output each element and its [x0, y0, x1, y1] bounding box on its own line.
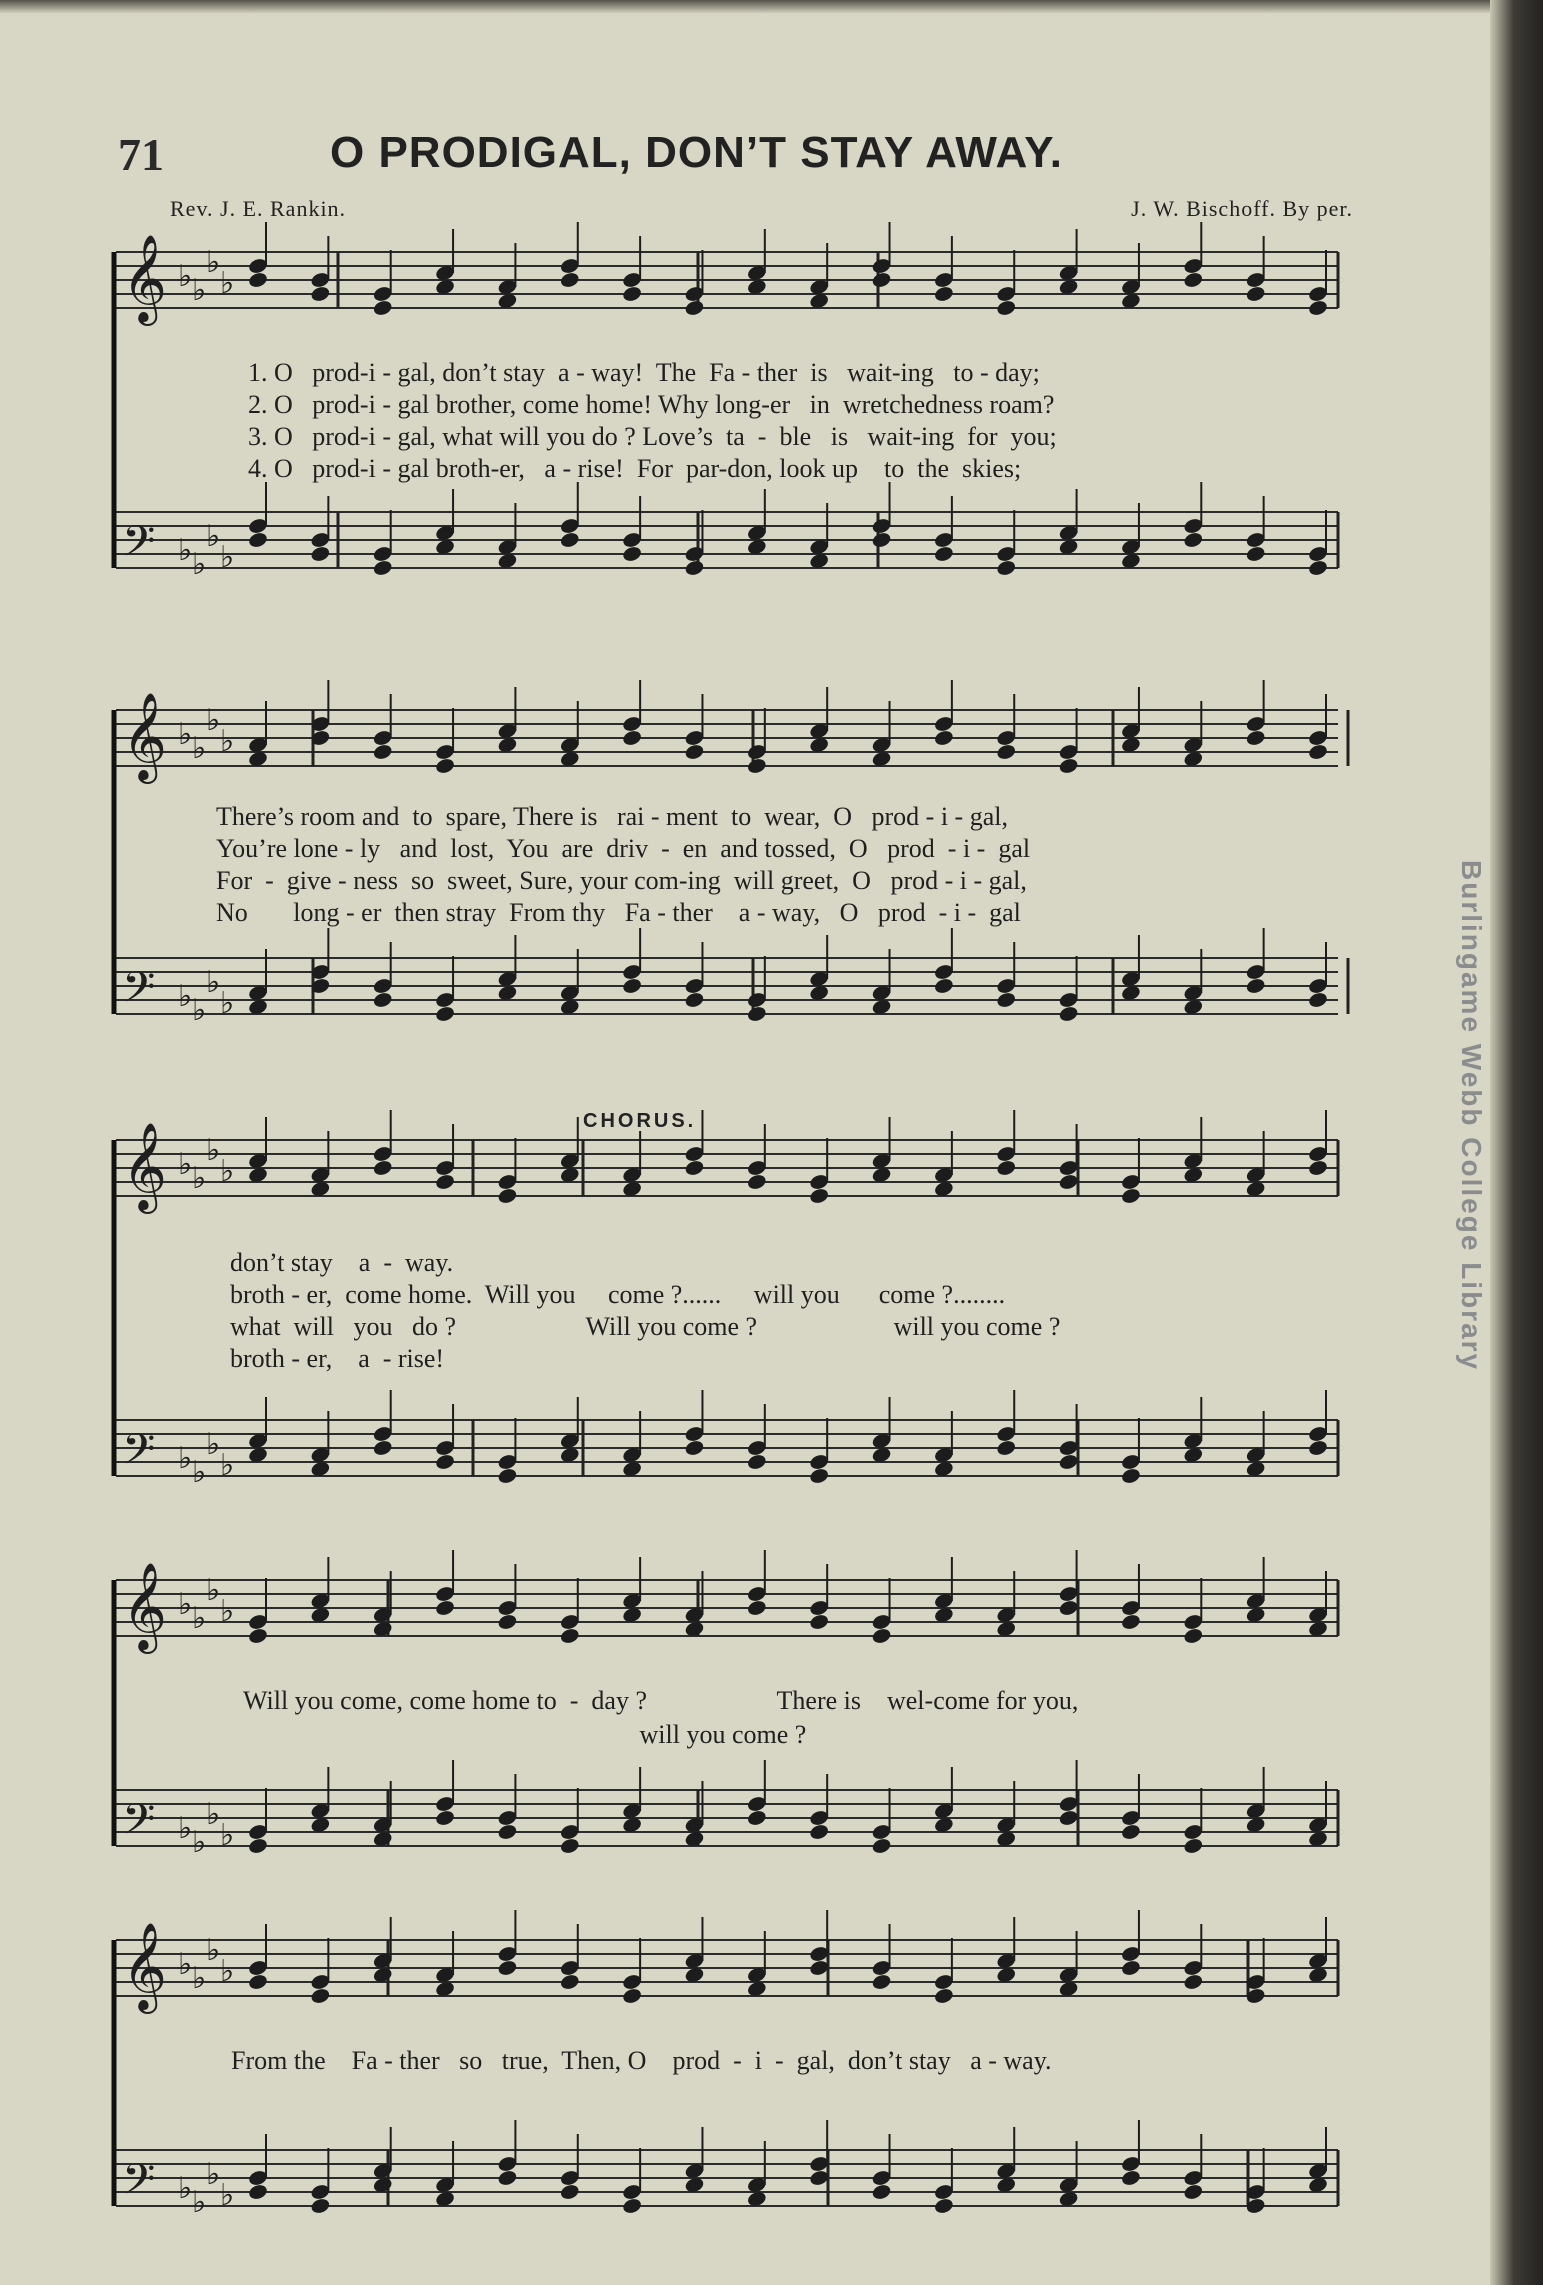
note-head	[1058, 757, 1079, 775]
flat-icon: ♭	[178, 1441, 193, 1476]
flat-icon: ♭	[178, 979, 193, 1014]
flat-icon: ♭	[178, 717, 193, 752]
flat-icon: ♭	[178, 1947, 193, 1982]
flat-icon: ♭	[192, 1601, 207, 1636]
music-system-3	[108, 1110, 1348, 1490]
bass-clef-icon: 𝄢	[122, 963, 156, 1023]
flat-icon: ♭	[206, 245, 221, 280]
note-head	[497, 1187, 518, 1205]
note-head	[310, 545, 331, 563]
note-head	[933, 285, 954, 303]
flat-icon: ♭	[178, 259, 193, 294]
note-head	[684, 991, 705, 1009]
note-head	[621, 2197, 642, 2215]
note-head	[746, 1809, 767, 1827]
composer-credit: J. W. Bischoff. By per.	[1131, 196, 1353, 221]
flat-icon: ♭	[220, 1448, 235, 1483]
note-head	[1307, 991, 1328, 1009]
note-head	[684, 1159, 705, 1177]
bass-clef-icon: 𝄢	[122, 517, 156, 577]
verse-line: For - give - ness so sweet, Sure, your com-ing will greet, O prod - i - gal,	[216, 866, 1027, 895]
note-head	[1183, 1627, 1204, 1645]
note-head	[1183, 1973, 1204, 1991]
note-head	[933, 1987, 954, 2005]
note-head	[1245, 285, 1266, 303]
note-head	[1307, 299, 1328, 317]
note-head	[434, 1809, 455, 1827]
note-head	[933, 977, 954, 995]
flat-icon: ♭	[206, 965, 221, 1000]
chorus-label: CHORUS.	[583, 1110, 697, 1132]
note-head	[996, 1439, 1017, 1457]
note-head	[434, 1599, 455, 1617]
bass-clef-icon: 𝄢	[122, 1425, 156, 1485]
verse-line: what will you do ? Will you come ? will you come ?	[230, 1312, 1061, 1341]
note-head	[1120, 2169, 1141, 2187]
note-head	[559, 1837, 580, 1855]
note-head	[1245, 977, 1266, 995]
verse-line: 1. O prod-i - gal, don’t stay a - way! The Fa - ther is wait-ing to - day;	[248, 358, 1040, 387]
treble-clef-icon: 𝄞	[122, 1561, 167, 1650]
note-head	[497, 2169, 518, 2187]
flat-icon: ♭	[206, 1933, 221, 1968]
note-head	[808, 1187, 829, 1205]
flat-icon: ♭	[206, 1133, 221, 1168]
flat-icon: ♭	[178, 533, 193, 568]
note-head	[871, 1837, 892, 1855]
music-system-1	[108, 233, 1348, 610]
note-head	[1120, 1187, 1141, 1205]
note-head	[559, 1973, 580, 1991]
flat-icon: ♭	[220, 1594, 235, 1629]
note-head	[434, 1173, 455, 1191]
flat-icon: ♭	[206, 1573, 221, 1608]
treble-clef-icon: 𝄞	[122, 1121, 167, 1210]
note-head	[497, 1959, 518, 1977]
note-head	[746, 757, 767, 775]
flat-icon: ♭	[220, 540, 235, 575]
note-head	[247, 1973, 268, 1991]
note-head	[621, 1987, 642, 2005]
note-head	[559, 2183, 580, 2201]
flat-icon: ♭	[192, 1161, 207, 1196]
note-head	[871, 1973, 892, 1991]
note-head	[1183, 531, 1204, 549]
flat-icon: ♭	[178, 1811, 193, 1846]
note-head	[434, 1005, 455, 1023]
note-head	[746, 1453, 767, 1471]
note-head	[372, 743, 393, 761]
note-head	[808, 1613, 829, 1631]
note-head	[310, 285, 331, 303]
flat-icon: ♭	[206, 1427, 221, 1462]
note-head	[372, 1159, 393, 1177]
flat-icon: ♭	[192, 1825, 207, 1860]
flat-icon: ♭	[206, 1797, 221, 1832]
note-head	[746, 1599, 767, 1617]
note-head	[996, 743, 1017, 761]
note-head	[1307, 1159, 1328, 1177]
note-head	[1307, 559, 1328, 577]
hymn-title: O PRODIGAL, DON’T STAY AWAY.	[330, 128, 1063, 177]
note-head	[1120, 1467, 1141, 1485]
note-head	[1183, 1837, 1204, 1855]
verse-line: From the Fa - ther so true, Then, O prod - i - gal, don’t stay a - way.	[231, 2046, 1052, 2075]
flat-icon: ♭	[220, 1818, 235, 1853]
flat-icon: ♭	[192, 273, 207, 308]
verse-line: 2. O prod-i - gal brother, come home! Why long-er in wretchedness roam?	[248, 390, 1055, 419]
verse-line: There’s room and to spare, There is rai - ment to wear, O prod - i - gal,	[216, 802, 1008, 831]
note-head	[871, 271, 892, 289]
flat-icon: ♭	[220, 1954, 235, 1989]
note-head	[434, 1453, 455, 1471]
music-system-5	[108, 1920, 1348, 2240]
note-head	[372, 299, 393, 317]
note-head	[1058, 1173, 1079, 1191]
note-head	[996, 299, 1017, 317]
verse-line: broth - er, a - rise!	[230, 1344, 445, 1373]
note-head	[1058, 1005, 1079, 1023]
note-head	[1245, 729, 1266, 747]
note-head	[247, 271, 268, 289]
note-head	[621, 977, 642, 995]
note-head	[933, 2197, 954, 2215]
note-head	[434, 757, 455, 775]
verse-line: You’re lone - ly and lost, You are driv - en and tossed, O prod - i - gal	[216, 834, 1031, 863]
flat-icon: ♭	[206, 703, 221, 738]
note-head	[996, 1159, 1017, 1177]
book-spine	[1490, 0, 1543, 2285]
library-stamp	[1455, 860, 1485, 1620]
verse-line: Will you come, come home to - day ? There is wel-come for you,	[243, 1686, 1079, 1715]
flat-icon: ♭	[192, 731, 207, 766]
note-head	[247, 1627, 268, 1645]
note-head	[310, 1987, 331, 2005]
flat-icon: ♭	[206, 519, 221, 554]
note-head	[559, 271, 580, 289]
verse-line: 4. O prod-i - gal broth-er, a - rise! For par-don, look up to the skies;	[248, 454, 1022, 483]
staff-pair-5	[108, 1920, 1348, 2240]
flat-icon: ♭	[220, 1154, 235, 1189]
note-head	[621, 729, 642, 747]
note-head	[1058, 1809, 1079, 1827]
note-head	[1120, 1613, 1141, 1631]
note-head	[684, 559, 705, 577]
note-head	[497, 1613, 518, 1631]
note-head	[497, 1467, 518, 1485]
note-head	[933, 729, 954, 747]
verse-line: 3. O prod-i - gal, what will you do ? Love’s ta - ble is wait-ing for you;	[248, 422, 1057, 451]
note-head	[746, 1005, 767, 1023]
flat-icon: ♭	[206, 2157, 221, 2192]
note-head	[1307, 1439, 1328, 1457]
treble-clef-icon: 𝄞	[122, 233, 167, 322]
hymn-header	[0, 128, 1490, 188]
hymn-number: 71	[118, 129, 164, 180]
verse-line: will you come ?	[243, 1720, 807, 1749]
note-head	[1307, 743, 1328, 761]
note-head	[559, 531, 580, 549]
note-head	[497, 1823, 518, 1841]
note-head	[808, 1467, 829, 1485]
flat-icon: ♭	[178, 1147, 193, 1182]
flat-icon: ♭	[192, 1455, 207, 1490]
flat-icon: ♭	[192, 2185, 207, 2220]
flat-icon: ♭	[178, 2171, 193, 2206]
page-top-shadow	[0, 0, 1490, 14]
note-head	[871, 1627, 892, 1645]
note-head	[996, 991, 1017, 1009]
note-head	[247, 531, 268, 549]
note-head	[1183, 271, 1204, 289]
bass-clef-icon: 𝄢	[122, 1795, 156, 1855]
note-head	[746, 1173, 767, 1191]
author-credit: Rev. J. E. Rankin.	[170, 196, 347, 221]
note-head	[1245, 545, 1266, 563]
flat-icon: ♭	[220, 2178, 235, 2213]
flat-icon: ♭	[192, 547, 207, 582]
note-head	[996, 559, 1017, 577]
verse-line: broth - er, come home. Will you come ?...... will you come ?........	[230, 1280, 1006, 1309]
note-head	[808, 1823, 829, 1841]
note-head	[684, 743, 705, 761]
treble-clef-icon: 𝄞	[122, 1921, 167, 2010]
note-head	[1058, 1453, 1079, 1471]
note-head	[372, 559, 393, 577]
note-head	[1058, 1599, 1079, 1617]
note-head	[310, 2197, 331, 2215]
music-system-4	[108, 1560, 1348, 1880]
note-head	[933, 545, 954, 563]
verse-line: don’t stay a - way.	[230, 1248, 454, 1277]
flat-icon: ♭	[192, 993, 207, 1028]
flat-icon: ♭	[220, 986, 235, 1021]
flat-icon: ♭	[192, 1961, 207, 1996]
flat-icon: ♭	[220, 266, 235, 301]
note-head	[684, 1439, 705, 1457]
note-head	[1120, 1959, 1141, 1977]
note-head	[871, 531, 892, 549]
note-head	[372, 1439, 393, 1457]
note-head	[684, 299, 705, 317]
note-head	[372, 991, 393, 1009]
note-head	[247, 1837, 268, 1855]
note-head	[1183, 2183, 1204, 2201]
flat-icon: ♭	[220, 724, 235, 759]
verse-line: No long - er then stray From thy Fa - ther a - way, O prod - i - gal	[216, 898, 1021, 927]
note-head	[1120, 1823, 1141, 1841]
bass-clef-icon: 𝄢	[122, 2155, 156, 2215]
note-head	[621, 285, 642, 303]
treble-clef-icon: 𝄞	[122, 691, 167, 780]
note-head	[559, 1627, 580, 1645]
music-system-2	[108, 691, 1348, 1060]
note-head	[621, 545, 642, 563]
library-stamp-text: Burlingame Webb College Library	[1456, 860, 1487, 1372]
note-head	[247, 2183, 268, 2201]
note-head	[871, 2183, 892, 2201]
flat-icon: ♭	[178, 1587, 193, 1622]
